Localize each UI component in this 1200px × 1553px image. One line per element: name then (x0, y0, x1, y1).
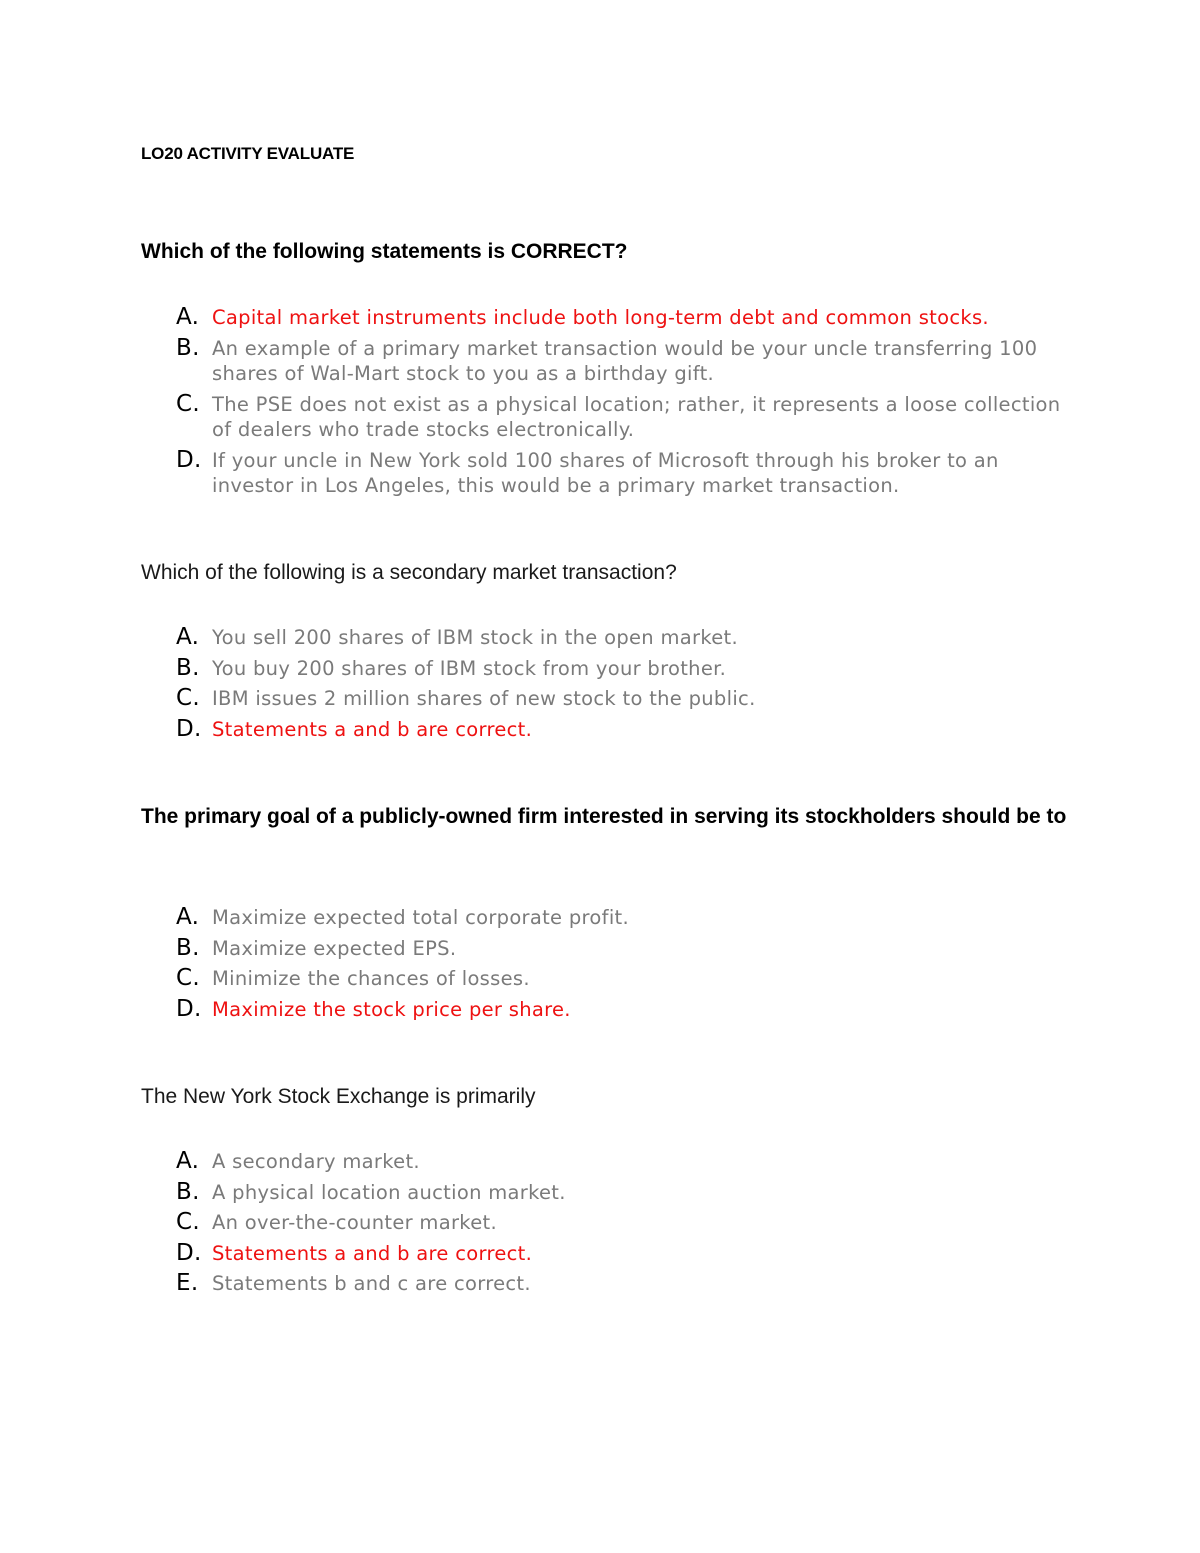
option-2c (176, 686, 1076, 712)
option-text: You buy 200 shares of IBM stock from your brother. (212, 656, 727, 680)
option-letter: E. (176, 1270, 199, 1296)
option-letter: D. (176, 995, 202, 1022)
option-2b (176, 656, 1076, 682)
option-text: A secondary market. (212, 1150, 420, 1173)
option-letter: C. (176, 390, 200, 417)
option-text: The PSE does not exist as a physical location; rather, it represents a loose collection of dealers who trade stocks electronically. (212, 392, 1061, 441)
option-2a (176, 625, 1076, 651)
question-2-prompt: Which of the following is a secondary market transaction? (141, 561, 677, 584)
option-text: An over-the-counter market. (212, 1211, 497, 1234)
option-3b (176, 936, 1076, 962)
option-text: Minimize the chances of losses. (212, 967, 530, 990)
option-text: A physical location auction market. (212, 1180, 566, 1204)
option-4c (176, 1210, 1076, 1236)
option-letter: D. (176, 446, 202, 473)
option-text: IBM issues 2 million shares of new stock to the public. (212, 687, 756, 710)
question-3-prompt: The primary goal of a publicly-owned firm interested in serving its stockholders should be to (141, 805, 1067, 828)
option-1c (176, 392, 1076, 443)
option-4a (176, 1149, 1076, 1175)
option-letter: A. (176, 304, 200, 330)
question-3-options (176, 905, 1076, 1027)
option-4e (176, 1271, 1076, 1297)
document-title: LO20 ACTIVITY EVALUATE (141, 144, 355, 163)
option-3d (176, 997, 1076, 1023)
option-4b (176, 1180, 1076, 1206)
option-1b (176, 336, 1076, 387)
option-letter: D. (176, 715, 202, 742)
option-text: You sell 200 shares of IBM stock in the open market. (212, 626, 738, 649)
question-4-options (176, 1149, 1076, 1302)
question-4-prompt: The New York Stock Exchange is primarily (141, 1085, 536, 1108)
option-letter: A. (176, 624, 200, 650)
option-4d (176, 1241, 1076, 1267)
option-1a (176, 305, 1076, 331)
option-text: Maximize expected total corporate profit. (212, 906, 629, 929)
option-3c (176, 966, 1076, 992)
option-3a (176, 905, 1076, 931)
option-letter: B. (176, 334, 200, 361)
option-letter: D. (176, 1239, 202, 1266)
question-2-options (176, 625, 1076, 747)
option-text: Statements a and b are correct. (212, 1241, 533, 1265)
option-1d (176, 448, 1076, 499)
option-2d (176, 717, 1076, 743)
option-text: Maximize expected EPS. (212, 936, 457, 960)
option-letter: A. (176, 1148, 200, 1174)
option-letter: B. (176, 934, 200, 961)
option-text: Maximize the stock price per share. (212, 997, 571, 1021)
option-text: Statements a and b are correct. (212, 717, 533, 741)
option-letter: B. (176, 654, 200, 681)
option-letter: A. (176, 904, 200, 930)
option-text: If your uncle in New York sold 100 shares of Microsoft through his broker to an investor in Los Angeles, this would be a primary market transaction. (212, 448, 999, 497)
option-letter: C. (176, 965, 200, 991)
option-letter: C. (176, 685, 200, 711)
option-text: Capital market instruments include both long-term debt and common stocks. (212, 306, 989, 329)
question-1-prompt: Which of the following statements is CORRECT? (141, 240, 628, 263)
option-letter: C. (176, 1209, 200, 1235)
option-text: Statements b and c are correct. (212, 1272, 531, 1295)
option-text: An example of a primary market transaction would be your uncle transferring 100 shares of Wal-Mart stock to you as a birthday gift. (212, 336, 1038, 385)
option-letter: B. (176, 1178, 200, 1205)
question-1-options (176, 305, 1076, 504)
